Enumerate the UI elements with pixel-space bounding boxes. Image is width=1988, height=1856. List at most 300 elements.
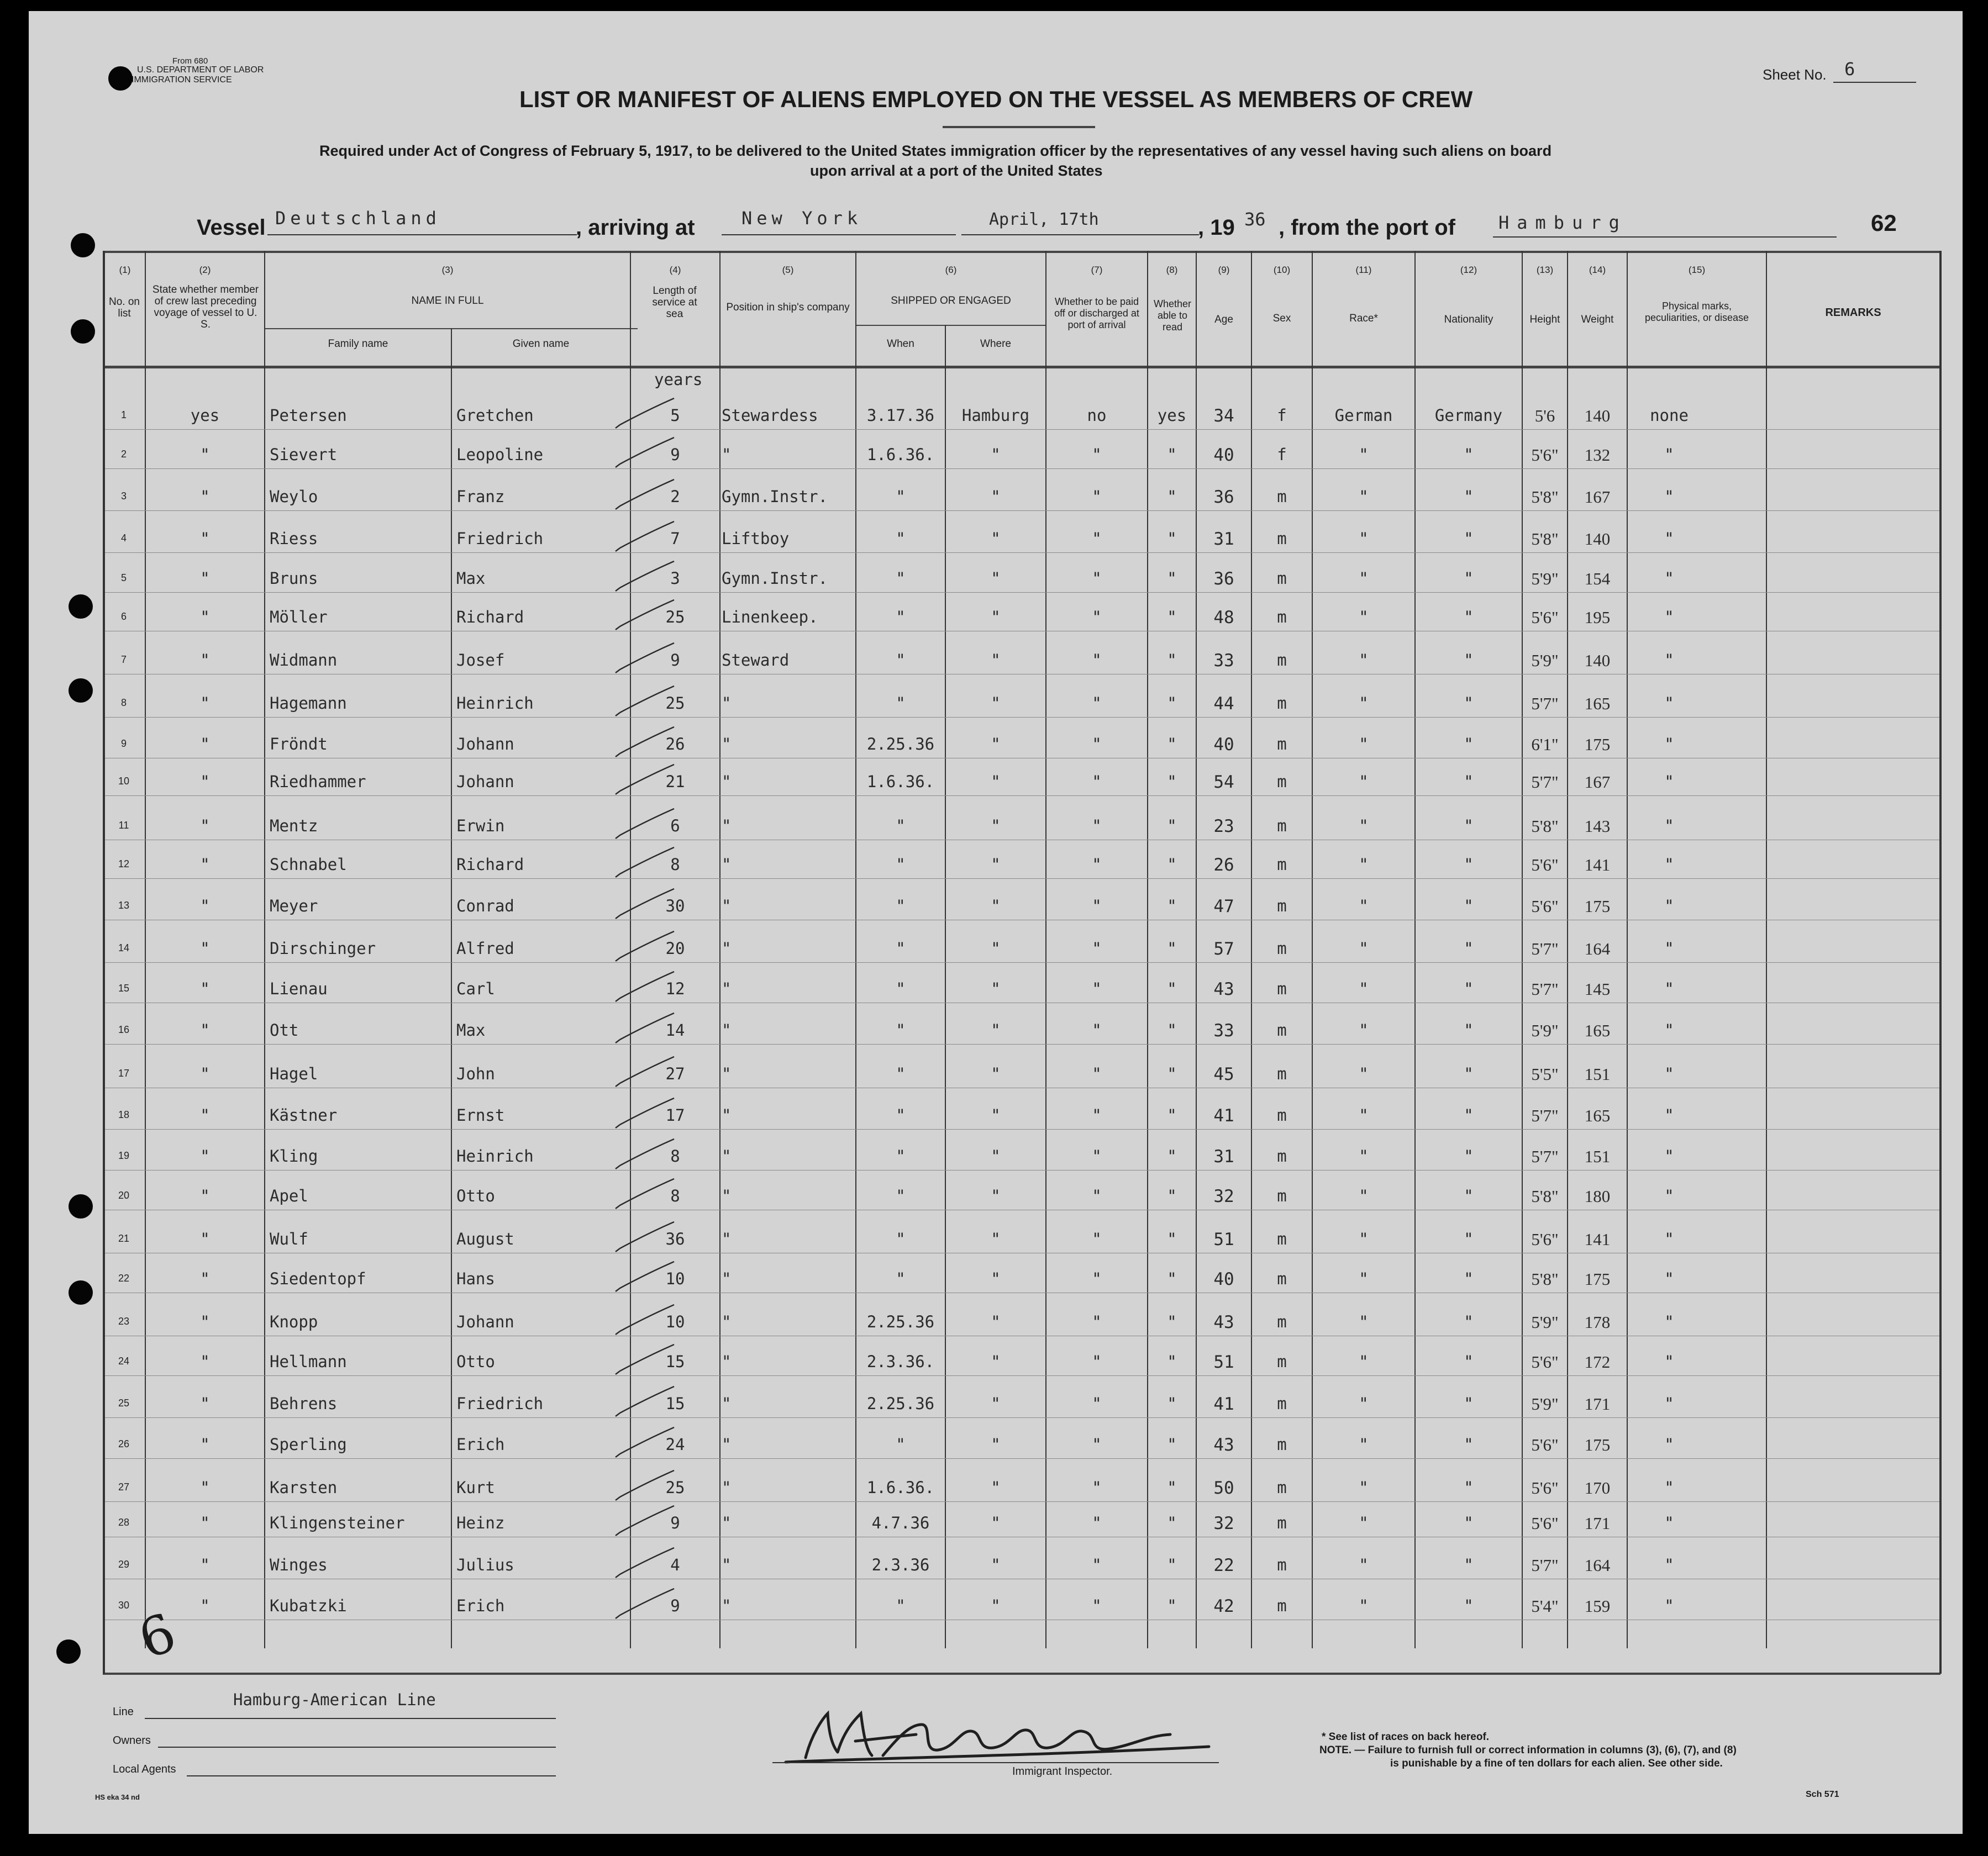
col-divider (1939, 251, 1942, 1674)
given-name-cell: Max (456, 1021, 486, 1040)
race-cell: " (1359, 1478, 1369, 1497)
paid-off-cell: " (1092, 1064, 1102, 1083)
service-length-cell: 27 (665, 1064, 685, 1083)
position-cell: " (722, 1435, 732, 1454)
service-length-cell: 8 (670, 1187, 680, 1205)
check-mark-icon (612, 929, 679, 968)
weight-cell: 151 (1584, 1147, 1611, 1166)
weight-cell: 145 (1584, 979, 1611, 999)
sex-cell: m (1277, 608, 1287, 626)
service-length-cell: 21 (665, 772, 685, 791)
age-cell: 40 (1213, 735, 1234, 755)
able-to-read-cell: " (1167, 897, 1177, 915)
shipped-where-cell: " (991, 855, 1001, 874)
row-rule (105, 962, 1939, 963)
race-cell: German (1334, 406, 1393, 425)
nationality-cell: " (1464, 1269, 1474, 1288)
nationality-cell: " (1464, 1435, 1474, 1454)
col3-given-header: Given name (512, 338, 570, 350)
weight-cell: 143 (1584, 816, 1611, 836)
sex-cell: m (1277, 529, 1287, 548)
arriving-line (722, 234, 956, 235)
col6-where-header: Where (980, 338, 1011, 350)
shipped-where-cell: " (991, 1435, 1001, 1454)
col9-header: Age (1214, 314, 1233, 325)
check-mark-icon (612, 396, 679, 435)
shipped-when-cell: 2.3.36. (866, 1352, 935, 1371)
race-cell: " (1359, 979, 1369, 998)
prev-voyage-cell: " (200, 1514, 210, 1532)
check-mark-icon (612, 1384, 679, 1423)
shipped-where-cell: Hamburg (961, 406, 1030, 425)
family-name-cell: Siedentopf (270, 1269, 366, 1288)
family-name-cell: Bruns (270, 569, 318, 588)
row-number: 30 (118, 1600, 130, 1611)
shipped-when-cell: 2.25.36 (866, 1394, 935, 1413)
physical-marks-cell: " (1664, 979, 1674, 998)
nationality-cell: " (1464, 816, 1474, 835)
paid-off-cell: " (1092, 569, 1102, 588)
row-rule (105, 1501, 1939, 1502)
shipped-where-cell: " (991, 939, 1001, 958)
family-name-cell: Winges (270, 1556, 328, 1574)
paid-off-cell: " (1092, 608, 1102, 626)
family-name-cell: Kubatzki (270, 1596, 347, 1615)
weight-cell: 170 (1584, 1478, 1611, 1498)
check-mark-icon (612, 1342, 679, 1381)
col12-number: (12) (1460, 265, 1477, 275)
check-mark-icon (612, 1011, 679, 1050)
paid-off-cell: no (1087, 406, 1107, 425)
sex-cell: m (1277, 939, 1287, 958)
check-mark-icon (612, 1177, 679, 1215)
sex-cell: m (1277, 1478, 1287, 1497)
nationality-cell: " (1464, 979, 1474, 998)
weight-cell: 178 (1584, 1312, 1611, 1332)
sex-cell: f (1277, 406, 1287, 425)
race-cell: " (1359, 939, 1369, 958)
family-name-cell: Sievert (270, 445, 338, 464)
height-cell: 5'8" (1531, 816, 1559, 836)
age-cell: 23 (1213, 816, 1234, 836)
race-cell: " (1359, 1147, 1369, 1166)
punch-hole (69, 594, 93, 619)
service-length-cell: 30 (665, 897, 685, 915)
race-cell: " (1359, 694, 1369, 713)
row-number: 28 (118, 1517, 130, 1528)
shipped-when-cell: " (896, 979, 906, 998)
row-number: 14 (118, 942, 130, 953)
height-cell: 5'9" (1531, 1021, 1559, 1040)
row-number: 10 (118, 776, 130, 787)
race-cell: " (1359, 1514, 1369, 1532)
position-cell: " (722, 939, 732, 958)
height-cell: 5'6" (1531, 855, 1559, 874)
position-cell: " (722, 897, 732, 915)
able-to-read-cell: " (1167, 529, 1177, 548)
height-cell: 5'6" (1531, 1230, 1559, 1249)
prev-voyage-cell: " (200, 608, 210, 626)
nationality-cell: " (1464, 1021, 1474, 1040)
position-cell: " (722, 1352, 732, 1371)
check-mark-icon (612, 1504, 679, 1542)
family-name-cell: Knopp (270, 1312, 318, 1331)
shipped-where-cell: " (991, 816, 1001, 835)
col3-header: NAME IN FULL (411, 295, 484, 307)
shipped-where-cell: " (991, 694, 1001, 713)
paid-off-cell: " (1092, 1187, 1102, 1205)
sex-cell: m (1277, 694, 1287, 713)
nationality-cell: " (1464, 569, 1474, 588)
physical-marks-cell: " (1664, 1064, 1674, 1083)
service-length-cell: 8 (670, 1147, 680, 1166)
given-name-cell: Julius (456, 1556, 514, 1574)
agents-underline (187, 1775, 556, 1776)
able-to-read-cell: " (1167, 694, 1177, 713)
shipped-where-cell: " (991, 1021, 1001, 1040)
given-name-cell: Kurt (456, 1478, 495, 1497)
position-cell: Linenkeep. (722, 608, 818, 626)
age-cell: 36 (1213, 569, 1234, 589)
shipped-where-cell: " (991, 487, 1001, 506)
prev-voyage-cell: " (200, 1556, 210, 1574)
race-cell: " (1359, 529, 1369, 548)
weight-cell: 141 (1584, 1230, 1611, 1249)
able-to-read-cell: " (1167, 1021, 1177, 1040)
race-cell: " (1359, 1021, 1369, 1040)
able-to-read-cell: " (1167, 651, 1177, 669)
given-name-cell: Friedrich (456, 1394, 544, 1413)
sex-cell: m (1277, 1394, 1287, 1413)
table-top-rule (103, 251, 1940, 253)
physical-marks-cell: " (1664, 445, 1674, 464)
shipped-where-cell: " (991, 1187, 1001, 1205)
check-mark-icon (612, 969, 679, 1008)
physical-marks-cell: " (1664, 1269, 1674, 1288)
paid-off-cell: " (1092, 1106, 1102, 1125)
penalty-note-1: NOTE. — Failure to furnish full or correct information in columns (3), (6), (7), and (8) (1319, 1744, 1737, 1756)
col10-header: Sex (1272, 313, 1291, 324)
shipped-when-cell: 3.17.36 (866, 406, 935, 425)
physical-marks-cell: " (1664, 1106, 1674, 1125)
position-cell: " (722, 1394, 732, 1413)
able-to-read-cell: " (1167, 569, 1177, 588)
age-cell: 40 (1213, 445, 1234, 465)
col-divider (264, 251, 265, 1648)
row-number: 17 (118, 1068, 130, 1079)
physical-marks-cell: " (1664, 1021, 1674, 1040)
punch-hole (69, 1280, 93, 1305)
position-cell: " (722, 1556, 732, 1574)
sex-cell: m (1277, 1064, 1287, 1083)
weight-cell: 175 (1584, 735, 1611, 754)
paid-off-cell: " (1092, 529, 1102, 548)
line-label: Line (113, 1706, 134, 1718)
height-cell: 5'9" (1531, 1312, 1559, 1332)
col4-number: (4) (669, 265, 681, 275)
check-mark-icon (612, 1054, 679, 1093)
weight-cell: 151 (1584, 1064, 1611, 1084)
table-header-divider (103, 366, 1940, 368)
sex-cell: m (1277, 855, 1287, 874)
row-number: 19 (118, 1150, 130, 1161)
position-cell: Steward (722, 651, 790, 669)
height-cell: 5'7" (1531, 1556, 1559, 1575)
age-cell: 42 (1213, 1596, 1234, 1616)
line-underline (145, 1718, 556, 1719)
form-subtitle-2: upon arrival at a port of the United States (810, 162, 1103, 179)
punch-hole (71, 319, 95, 344)
service-length-cell: 9 (670, 1596, 680, 1615)
prev-voyage-cell: " (200, 1352, 210, 1371)
row-rule (105, 717, 1939, 718)
col1-header: No. on list (109, 296, 140, 319)
family-name-cell: Lienau (270, 979, 328, 998)
row-number: 1 (120, 409, 127, 420)
service-length-cell: 26 (665, 735, 685, 753)
nationality-cell: " (1464, 1187, 1474, 1205)
height-cell: 5'6" (1531, 1435, 1559, 1454)
prev-voyage-cell: " (200, 939, 210, 958)
weight-cell: 165 (1584, 1021, 1611, 1040)
nationality-cell: " (1464, 1147, 1474, 1166)
col3-number: (3) (441, 265, 454, 275)
weight-cell: 167 (1584, 487, 1611, 507)
age-cell: 54 (1213, 772, 1234, 792)
col12-header: Nationality (1444, 314, 1493, 325)
service-length-cell: 10 (665, 1312, 685, 1331)
owners-underline (158, 1747, 556, 1748)
age-cell: 48 (1213, 608, 1234, 628)
able-to-read-cell: " (1167, 1187, 1177, 1205)
inspector-label: Immigrant Inspector. (1012, 1765, 1113, 1778)
shipped-where-cell: " (991, 1269, 1001, 1288)
prev-voyage-cell: " (200, 1596, 210, 1615)
service-length-cell: 25 (665, 608, 685, 626)
service-length-cell: 9 (670, 1514, 680, 1532)
remarks-header: REMARKS (1825, 307, 1881, 319)
able-to-read-cell: " (1167, 1556, 1177, 1574)
prev-voyage-cell: " (200, 487, 210, 506)
col4-header: Length of service at sea (652, 285, 697, 320)
sex-cell: m (1277, 1269, 1287, 1288)
age-cell: 51 (1213, 1230, 1234, 1249)
year-prefix: , 19 (1198, 215, 1235, 240)
prev-voyage-cell: " (200, 735, 210, 753)
sex-cell: m (1277, 569, 1287, 588)
shipped-where-cell: " (991, 897, 1001, 915)
height-cell: 5'6 (1534, 406, 1555, 425)
col6-header: SHIPPED OR ENGAGED (891, 295, 1011, 307)
owners-label: Owners (113, 1734, 151, 1747)
col5-header: Position in ship's company (726, 302, 850, 313)
position-cell: " (722, 855, 732, 874)
able-to-read-cell: " (1167, 735, 1177, 753)
form-number: From 680 (172, 56, 208, 66)
paid-off-cell: " (1092, 1352, 1102, 1371)
position-cell: " (722, 1147, 732, 1166)
height-cell: 5'8" (1531, 1187, 1559, 1206)
age-cell: 43 (1213, 1312, 1234, 1332)
family-name-cell: Schnabel (270, 855, 347, 874)
physical-marks-cell: " (1664, 816, 1674, 835)
weight-cell: 180 (1584, 1187, 1611, 1206)
family-name-cell: Apel (270, 1187, 308, 1205)
age-cell: 33 (1213, 651, 1234, 671)
row-number: 8 (120, 697, 127, 708)
shipped-when-cell: 1.6.36. (866, 1478, 935, 1497)
weight-cell: 164 (1584, 939, 1611, 958)
given-name-cell: Josef (456, 651, 505, 669)
height-cell: 5'6" (1531, 1352, 1559, 1372)
paid-off-cell: " (1092, 897, 1102, 915)
position-cell: " (722, 1021, 732, 1040)
height-cell: 5'5" (1531, 1064, 1559, 1084)
age-cell: 57 (1213, 939, 1234, 959)
given-name-cell: Carl (456, 979, 495, 998)
row-number: 7 (120, 654, 127, 665)
position-cell: Liftboy (722, 529, 790, 548)
department-name: U.S. DEPARTMENT OF LABOR (137, 65, 264, 75)
print-code: HS eka 34 nd (95, 1793, 140, 1801)
col7-header: Whether to be paid off or discharged at port of arrival (1054, 296, 1139, 330)
height-cell: 5'8" (1531, 487, 1559, 507)
position-cell: " (722, 1514, 732, 1532)
paid-off-cell: " (1092, 735, 1102, 753)
row-number: 26 (118, 1438, 130, 1449)
race-cell: " (1359, 1064, 1369, 1083)
prev-voyage-cell: " (200, 1187, 210, 1205)
family-name-cell: Riedhammer (270, 772, 366, 791)
form-subtitle-1: Required under Act of Congress of February 5, 1917, to be delivered to the United States immigration officer by the representatives of any vessel having such aliens on board (319, 143, 1552, 159)
given-name-cell: Hans (456, 1269, 495, 1288)
check-mark-icon (612, 1259, 679, 1298)
paid-off-cell: " (1092, 445, 1102, 464)
service-years-unit: years (654, 370, 703, 389)
sheet-number: 6 (1844, 59, 1855, 80)
row-number: 25 (118, 1398, 130, 1409)
shipped-when-cell: " (896, 1021, 906, 1040)
shipped-when-cell: " (896, 1435, 906, 1454)
paid-off-cell: " (1092, 1230, 1102, 1248)
row-number: 29 (118, 1559, 130, 1570)
physical-marks-cell: " (1664, 1478, 1674, 1497)
check-mark-icon (612, 1468, 679, 1507)
race-cell: " (1359, 1435, 1369, 1454)
sex-cell: m (1277, 1596, 1287, 1615)
from-port: Hamburg (1498, 212, 1627, 233)
height-cell: 5'7" (1531, 939, 1559, 958)
position-cell: Gymn.Instr. (722, 487, 828, 506)
age-cell: 31 (1213, 529, 1234, 549)
prev-voyage-cell: " (200, 694, 210, 713)
physical-marks-cell: " (1664, 569, 1674, 588)
age-cell: 41 (1213, 1394, 1234, 1414)
check-mark-icon (612, 1220, 679, 1258)
height-cell: 5'6" (1531, 1478, 1559, 1498)
prev-voyage-cell: " (200, 772, 210, 791)
check-mark-icon (612, 559, 679, 598)
check-mark-icon (612, 845, 679, 884)
check-mark-icon (612, 725, 679, 763)
age-cell: 32 (1213, 1514, 1234, 1533)
shipped-where-cell: " (991, 1064, 1001, 1083)
race-cell: " (1359, 1106, 1369, 1125)
physical-marks-cell: " (1664, 608, 1674, 626)
col3-family-header: Family name (328, 338, 388, 350)
col-divider (1766, 251, 1767, 1648)
able-to-read-cell: " (1167, 979, 1177, 998)
given-name-cell: Conrad (456, 897, 514, 915)
col14-header: Weight (1581, 314, 1614, 325)
check-mark-icon (612, 1546, 679, 1584)
col7-number: (7) (1091, 265, 1103, 275)
physical-marks-cell: " (1664, 772, 1674, 791)
sheet-number-line (1833, 82, 1916, 83)
nationality-cell: " (1464, 1230, 1474, 1248)
position-cell: " (722, 1230, 732, 1248)
col14-number: (14) (1589, 265, 1606, 275)
shipped-where-cell: " (991, 1596, 1001, 1615)
row-number: 20 (118, 1190, 130, 1201)
able-to-read-cell: " (1167, 1269, 1177, 1288)
service-length-cell: 25 (665, 694, 685, 713)
col6-when-header: When (887, 338, 914, 350)
weight-cell: 167 (1584, 772, 1611, 792)
physical-marks-cell: " (1664, 1514, 1674, 1532)
paid-off-cell: " (1092, 1514, 1102, 1532)
shipped-when-cell: " (896, 816, 906, 835)
family-name-cell: Ott (270, 1021, 299, 1040)
sex-cell: m (1277, 735, 1287, 753)
able-to-read-cell: " (1167, 1352, 1177, 1371)
shipped-where-cell: " (991, 608, 1001, 626)
nationality-cell: " (1464, 445, 1474, 464)
position-cell: " (722, 979, 732, 998)
shipped-subheader-rule (856, 325, 1045, 326)
age-cell: 41 (1213, 1106, 1234, 1126)
age-cell: 36 (1213, 487, 1234, 507)
family-name-cell: Wulf (270, 1230, 308, 1248)
nationality-cell: " (1464, 608, 1474, 626)
check-mark-icon (612, 598, 679, 636)
given-name-cell: Johann (456, 1312, 514, 1331)
row-rule (105, 468, 1939, 469)
physical-marks-cell: " (1664, 855, 1674, 874)
able-to-read-cell: " (1167, 1064, 1177, 1083)
family-name-cell: Möller (270, 608, 328, 626)
table-bottom-rule (103, 1673, 1940, 1675)
service-length-cell: 20 (665, 939, 685, 958)
row-rule (105, 510, 1939, 511)
physical-marks-cell: " (1664, 939, 1674, 958)
weight-cell: 165 (1584, 1106, 1611, 1125)
shipped-where-cell: " (991, 1230, 1001, 1248)
race-cell: " (1359, 1269, 1369, 1288)
sex-cell: m (1277, 1352, 1287, 1371)
service-length-cell: 2 (670, 487, 680, 506)
paid-off-cell: " (1092, 816, 1102, 835)
col2-header: State whether member of crew last preceding voyage of vessel to U. S. (152, 284, 259, 330)
sex-cell: m (1277, 1435, 1287, 1454)
prev-voyage-cell: " (200, 1230, 210, 1248)
weight-cell: 195 (1584, 608, 1611, 627)
race-cell: " (1359, 1312, 1369, 1331)
shipped-when-cell: " (896, 1064, 906, 1083)
paid-off-cell: " (1092, 979, 1102, 998)
service-length-cell: 4 (670, 1556, 680, 1574)
height-cell: 5'7" (1531, 1147, 1559, 1166)
